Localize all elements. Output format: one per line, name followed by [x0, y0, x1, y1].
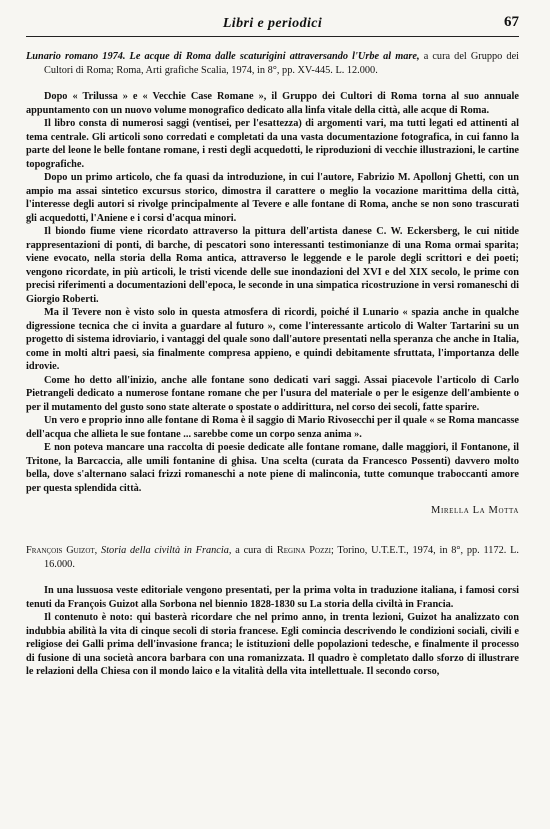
page-number: 67	[504, 14, 519, 30]
running-head	[26, 10, 519, 37]
citation-editor-prefix: a cura di	[231, 545, 277, 557]
citation-details: a cura del Gruppo dei Cultori di Roma; Roma, Arti grafiche Scalia, 1974, in 8°, pp. XV-445. L. 12.000.	[44, 51, 519, 76]
review-guizot	[26, 544, 519, 679]
review-paragraph: Un vero e proprio inno alle fontane di Roma è il saggio di Mario Rivosecchi per il quale « se Roma mancasse dell'acqua che allieta le sue fontane ... sarebbe come un corpo senza anima ».	[26, 415, 519, 440]
citation	[26, 50, 519, 77]
review-paragraph: Il libro consta di numerosi saggi (ventisei, per l'esattezza) di argomenti vari, ma tutti legati ed attinenti al tema centrale. Gli articoli sono corredati e completati da una vasta documentazione fotografica, in cui fanno la parte del leone le belle fontane romane, i resti degli acquedotti, le riproduzioni di vecchie illustrazioni, le cartine topografiche.	[26, 118, 519, 170]
review-paragraph: Dopo un primo articolo, che fa quasi da introduzione, in cui l'autore, Fabrizio M. Apollonj Ghetti, con un ampio ma assai sintetico excursus storico, dimostra il carattere o meglio la vocazione marittima della città, l'interesse degli autori si rivolge principalmente al Tevere e alle fontane di Roma, anche se non sono trascurati gli acquedotti, l'Aniene e i corsi d'acqua minori.	[26, 172, 519, 224]
citation-title: Storia della civiltà in Francia,	[101, 545, 232, 557]
citation-author: François Guizot,	[26, 545, 98, 557]
running-title: Libri e periodici	[222, 16, 323, 31]
citation-details: ; Torino, U.T.E.T., 1974, in 8°, pp. 1172. L. 16.000.	[44, 545, 519, 570]
page-body	[26, 50, 519, 679]
review-paragraph: Come ho detto all'inizio, anche alle fontane sono dedicati vari saggi. Assai piacevole l'articolo di Carlo Pietrangeli dedicato a numerose fontane romane che per l'usura del materiale o per le esigenze dell'ambiente o per il mutamento del gusto sono state alterate o spostate o addirittura, nel corso dei secoli, fatte sparire.	[26, 374, 519, 413]
review-paragraph: Ma il Tevere non è visto solo in questa atmosfera di ricordi, poiché il Lunario « spazia anche in qualche digressione tecnica che ci invita a guardare al futuro », come l'interessante articolo di Walter Tartarini su un progetto di sistema idroviario, i vantaggi del quale sono dall'autore presentati nella speranza che anche in Italia, come in molti altri paesi, sia finalmente compresa appieno, e quindi debitamente sfruttata, l'importanza delle idrovie.	[26, 307, 519, 373]
review-paragraph: Il contenuto è noto: qui basterà ricordare che nel primo anno, in trenta lezioni, Guizot ha analizzato con indubbia abilità la vita di cinque secoli di storia francese. Egli comincia descrivendo le condizioni sociali, civili e religiose dei Galli prima dell'invasione franca; le istituzioni delle popolazioni tedesche, e finalmente il processo di fusione di una società ancora barbara con una romanizzata. Il quadro è completato dallo sforzo di illustrare le relazioni della Chiesa con il mondo laico e la vitalità della vita intellettuale. Il secondo corso,	[26, 612, 519, 678]
review-lunario-romano	[26, 50, 519, 516]
review-paragraph: E non poteva mancare una raccolta di poesie dedicate alle fontane romane, dalle maggiori, il Fontanone, il Tritone, la Barcaccia, alle umili fontanine di ghisa. Una scelta (curata da Francesco Possenti) davvero molto bella, dove s'alternano salaci frizzi romaneschi a note piene di malinconia, tutte comunque traboccanti amore per questa splendida città.	[26, 442, 519, 494]
review-paragraph: In una lussuosa veste editoriale vengono presentati, per la prima volta in traduzione italiana, i famosi corsi tenuti da François Guizot alla Sorbona nel biennio 1828-1830 su La storia della civiltà in Francia.	[26, 585, 519, 610]
reviewer-signature: Mirella La Motta	[431, 505, 519, 517]
review-paragraph: Il biondo fiume viene ricordato attraverso la pittura dell'artista danese C. W. Eckersberg, le cui nitide rappresentazioni di ponti, di barche, di pescatori sono interessanti testimonianze di una Roma ormai sparita; viene evocato, nella storia della Roma antica, attraverso le leggende e le parole degli scrittori e dei poeti; vengono ricordate, in più articoli, le tristi vicende delle sue inondazioni del XVI e del XIX secolo, le prime con precisi riferimenti a documentazioni dell'epoca, le seconde in una simpatica ricostruzione in versi romaneschi di Giorgio Roberti.	[26, 226, 519, 305]
citation	[26, 544, 519, 571]
citation-editor: Regina Pozzi	[276, 545, 331, 557]
citation-title: Lunario romano 1974. Le acque di Roma dalle scaturigini attraversando l'Urbe al mare,	[26, 51, 420, 62]
review-paragraph: Dopo « Trilussa » e « Vecchie Case Romane », il Gruppo dei Cultori di Roma torna al suo annuale appuntamento con un nuovo volume monografico dedicato alla linfa vitale della città, alle acque di Roma.	[26, 91, 519, 116]
